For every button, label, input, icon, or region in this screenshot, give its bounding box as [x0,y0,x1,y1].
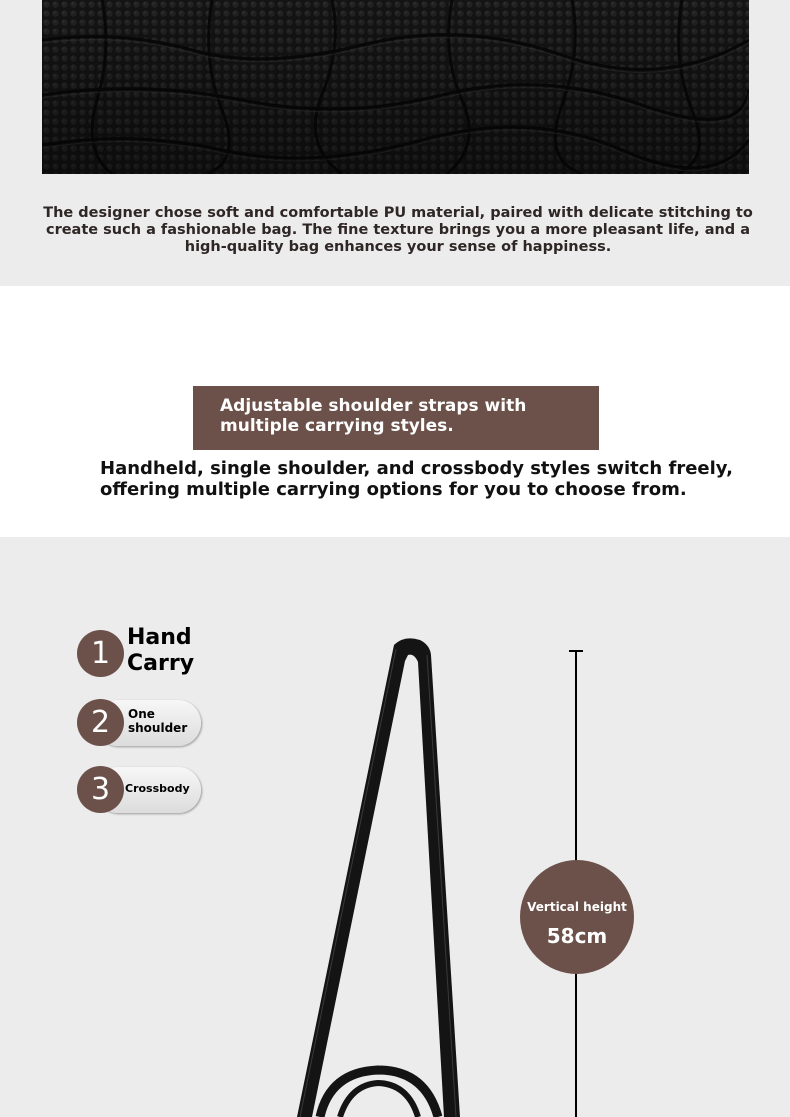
option-label: Crossbody [125,782,190,795]
straps-banner-text: Adjustable shoulder straps with multiple carrying styles. [220,396,527,436]
option-label: One shoulder [128,707,188,735]
height-value: 58cm [546,924,608,948]
height-badge [520,860,634,974]
height-line-top [575,650,577,862]
material-description: The designer chose soft and comfortable PU material, paired with delicate stitching to create such a fashionable bag. The fine texture brings you a more pleasant life, and a high-quality bag enhances your sense of happiness. [43,205,753,255]
straps-section [0,286,790,537]
leather-pattern [42,0,749,174]
straps-banner [193,386,599,450]
bag-strap-image [0,537,790,1117]
option-number: 1 [77,630,124,677]
option-number: 3 [77,766,124,813]
option-number: 2 [77,699,124,746]
height-line-bottom [575,972,577,1117]
carrying-section [0,537,790,1117]
leather-texture-image [42,0,749,174]
straps-subtext: Handheld, single shoulder, and crossbody styles switch freely, offering multiple carrying options for you to choose from. [100,458,733,500]
height-label: Vertical height [527,900,627,914]
option-label: Hand Carry [127,625,200,677]
material-section [0,0,790,286]
